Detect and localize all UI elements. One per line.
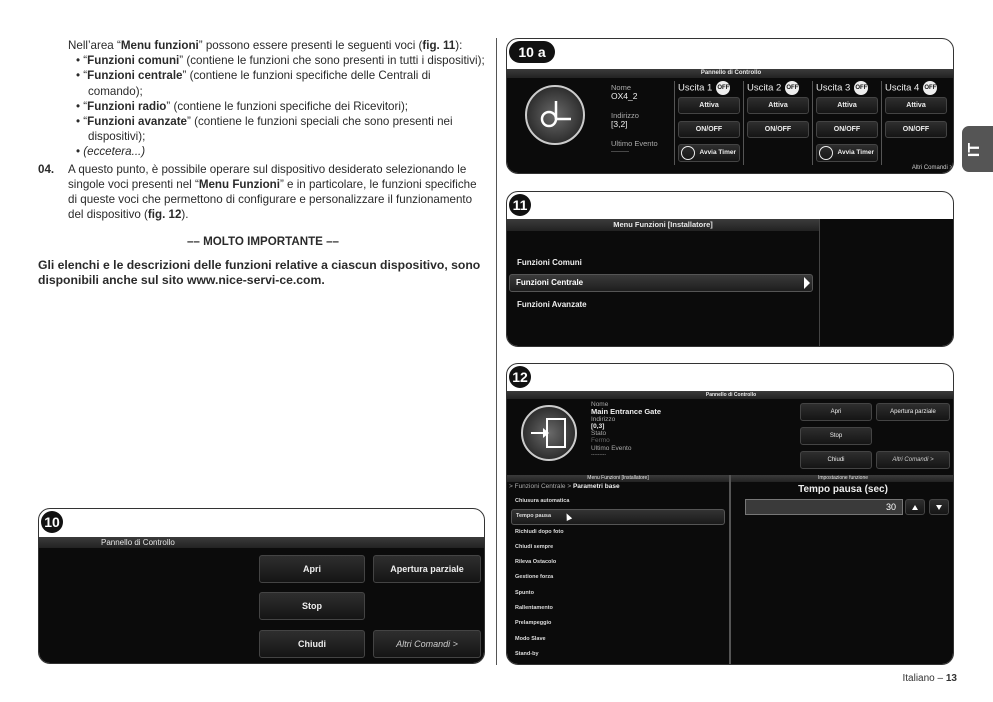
stato-label: Stato [591, 430, 607, 438]
setting-name: Tempo pausa (sec) [798, 484, 888, 495]
gate-icon [521, 405, 577, 461]
timer-label: Avvia Timer [837, 149, 874, 156]
panel-title-bar: Pannello di Controllo [39, 537, 485, 548]
device-info [591, 401, 781, 459]
apri-button[interactable]: Apri [259, 555, 365, 583]
onoff-button[interactable]: ON/OFF [885, 121, 947, 138]
panel-title-bar: Pannello di Controllo [507, 69, 954, 78]
list-item[interactable]: Gestione forza [515, 574, 554, 581]
setting-title-bar: Impostazione funzione [731, 475, 954, 482]
apri-button[interactable]: Apri [800, 403, 872, 421]
ultimo-evento-value: --------- [611, 149, 629, 155]
attiva-button[interactable]: Attiva [747, 97, 809, 114]
attiva-button[interactable]: Attiva [816, 97, 878, 114]
avvia-timer-button[interactable] [678, 144, 740, 162]
footer-language: Italiano – [902, 673, 946, 684]
onoff-button[interactable]: ON/OFF [816, 121, 878, 138]
indirizzo-label: Indirizzo [591, 415, 616, 423]
figure-11 [506, 191, 954, 347]
figure-12 [506, 363, 954, 665]
page-number: 13 [945, 673, 957, 684]
apertura-parziale-button[interactable]: Apertura parziale [876, 403, 950, 421]
list-item[interactable]: Chiudi sempre [515, 543, 554, 550]
mouse-cursor-icon [564, 512, 572, 521]
page-footer [903, 673, 958, 684]
bullet-item: • “Funzioni comuni” (contiene le funzioni che sono presenti in tutti i dispositivi); [76, 54, 485, 68]
control-panel-screen [507, 391, 954, 665]
menu-screen [507, 219, 954, 347]
menu-item-selected[interactable] [509, 274, 813, 292]
onoff-button[interactable]: ON/OFF [747, 121, 809, 138]
menu-title-bar: Menu Funzioni [Installatore] [507, 475, 729, 482]
ultimo-evento-value: --------- [591, 452, 606, 459]
menu-item-label: Funzioni Centrale [516, 278, 584, 287]
figure-label: 11 [509, 194, 531, 216]
avvia-timer-button[interactable] [816, 144, 878, 162]
clock-icon [819, 146, 833, 160]
list-item-label: Tempo pausa [516, 513, 552, 520]
list-item[interactable]: Rallentamento [515, 605, 553, 612]
control-panel-screen [507, 69, 954, 174]
bullet-item: • “Funzioni avanzate” (contiene le funzioni speciali che sono presenti nei dispositivi); [76, 115, 453, 144]
breadcrumb-path[interactable]: > Funzioni Centrale > [509, 483, 573, 490]
nome-value: OX4_2 [611, 91, 638, 101]
output-symbol-icon [527, 87, 583, 143]
figure-label: 10 [41, 511, 63, 533]
indirizzo-value: [0,3] [591, 422, 605, 430]
gate-output-icon [525, 85, 585, 145]
breadcrumb [509, 483, 620, 490]
onoff-button[interactable]: ON/OFF [678, 121, 740, 138]
altri-comandi-button[interactable]: Altri Comandi > [373, 630, 481, 658]
altri-comandi-link[interactable]: Altri Comandi > [911, 165, 953, 171]
output-column [812, 81, 880, 165]
breadcrumb-current: Parametri base [572, 483, 620, 490]
step-04: 04. A questo punto, è possibile operare sul dispositivo desiderato selezionando le singole voci presenti nel “Menu Funzioni” e in particolare, le funzioni specifiche di queste voci che permettono di configurare e personalizzare il funzionamento del dispositivo (fig. 12). [38, 162, 477, 222]
stop-button[interactable]: Stop [259, 592, 365, 620]
indirizzo-label: Indirizzo [611, 111, 639, 120]
panel-title-bar: Pannello di Controllo [507, 391, 954, 399]
list-item[interactable]: Modo Slave [515, 635, 546, 642]
function-list [511, 494, 725, 662]
text-column [38, 38, 488, 289]
figure-10 [38, 508, 485, 664]
list-item[interactable]: Chiusura automatica [515, 498, 570, 504]
off-badge[interactable]: OFF [716, 81, 730, 95]
bullet-item: • “Funzioni centrale” (contiene le funzioni specifiche delle Centrali di comando); [76, 69, 431, 98]
menu-title-bar: Menu Funzioni [Installatore] [507, 219, 819, 231]
setting-value-field[interactable]: 30 [745, 499, 903, 515]
output-column [881, 81, 953, 165]
timer-label: Avvia Timer [699, 149, 736, 156]
list-item-selected[interactable] [511, 509, 725, 524]
menu-item[interactable]: Funzioni Avanzate [517, 300, 587, 309]
ultimo-evento-label: Ultimo Evento [611, 139, 658, 148]
list-item[interactable]: Stand-by [515, 650, 539, 657]
figure-10a [506, 38, 954, 174]
output-column [743, 81, 811, 165]
chiudi-button[interactable]: Chiudi [259, 630, 365, 658]
indirizzo-value: [3,2] [611, 119, 628, 129]
output-title: Uscita 2 OFF [747, 82, 799, 94]
nome-label: Nome [591, 401, 609, 408]
off-badge[interactable]: OFF [854, 81, 868, 95]
figure-label: 10 a [509, 41, 555, 63]
arrow-down-icon [936, 505, 942, 510]
menu-item[interactable]: Funzioni Comuni [517, 258, 582, 267]
off-badge[interactable]: OFF [785, 81, 799, 95]
apertura-parziale-button[interactable]: Apertura parziale [373, 555, 481, 583]
list-item[interactable]: Richiudi dopo foto [515, 528, 564, 535]
gate-symbol-icon [523, 407, 575, 459]
device-info [611, 83, 671, 157]
list-item[interactable]: Spunto [515, 589, 534, 596]
pane-separator [729, 475, 731, 665]
decrement-button[interactable] [929, 499, 949, 515]
stato-value: Fermo [591, 437, 610, 445]
attiva-button[interactable]: Attiva [678, 97, 740, 114]
nome-value: Main Entrance Gate [591, 407, 662, 417]
chiudi-button[interactable]: Chiudi [800, 451, 872, 469]
column-divider [496, 38, 497, 665]
important-heading: –– MOLTO IMPORTANTE –– [186, 235, 340, 249]
list-item[interactable]: Rileva Ostacolo [515, 559, 557, 566]
ultimo-evento-label: Ultimo Evento [591, 444, 632, 452]
bullet-item: • “Funzioni radio” (contiene le funzioni specifiche dei Ricevitori); [76, 99, 409, 113]
nome-label: Nome [611, 83, 632, 92]
increment-button[interactable] [905, 499, 925, 515]
menu-separator [819, 219, 820, 347]
arrow-up-icon [912, 505, 918, 510]
intro-paragraph: Nell’area “Menu funzioni” possono essere presenti le seguenti voci (fig. 11): [68, 39, 463, 52]
attiva-button[interactable]: Attiva [885, 97, 947, 114]
stop-button[interactable]: Stop [800, 427, 872, 445]
output-title: Uscita 1 OFF [678, 82, 730, 94]
language-tab [962, 126, 993, 172]
output-column [674, 81, 742, 165]
arrow-right-icon [804, 277, 810, 289]
output-title: Uscita 3 OFF [816, 82, 868, 94]
language-tab-label: IT [966, 142, 984, 158]
altri-comandi-button[interactable]: Altri Comandi > [876, 451, 950, 469]
figure-label: 12 [509, 366, 531, 388]
list-item[interactable]: Prelampeggio [515, 620, 552, 627]
clock-icon [681, 146, 695, 160]
control-panel-screen [39, 537, 485, 664]
off-badge[interactable]: OFF [923, 81, 937, 95]
important-note: Gli elenchi e le descrizioni delle funzioni relative a ciascun dispositivo, sono disponibili anche sul sito www.nice-servi-ce.com. [38, 257, 481, 288]
bullet-item: • (eccetera...) [76, 145, 146, 159]
output-title: Uscita 4 OFF [885, 82, 937, 94]
